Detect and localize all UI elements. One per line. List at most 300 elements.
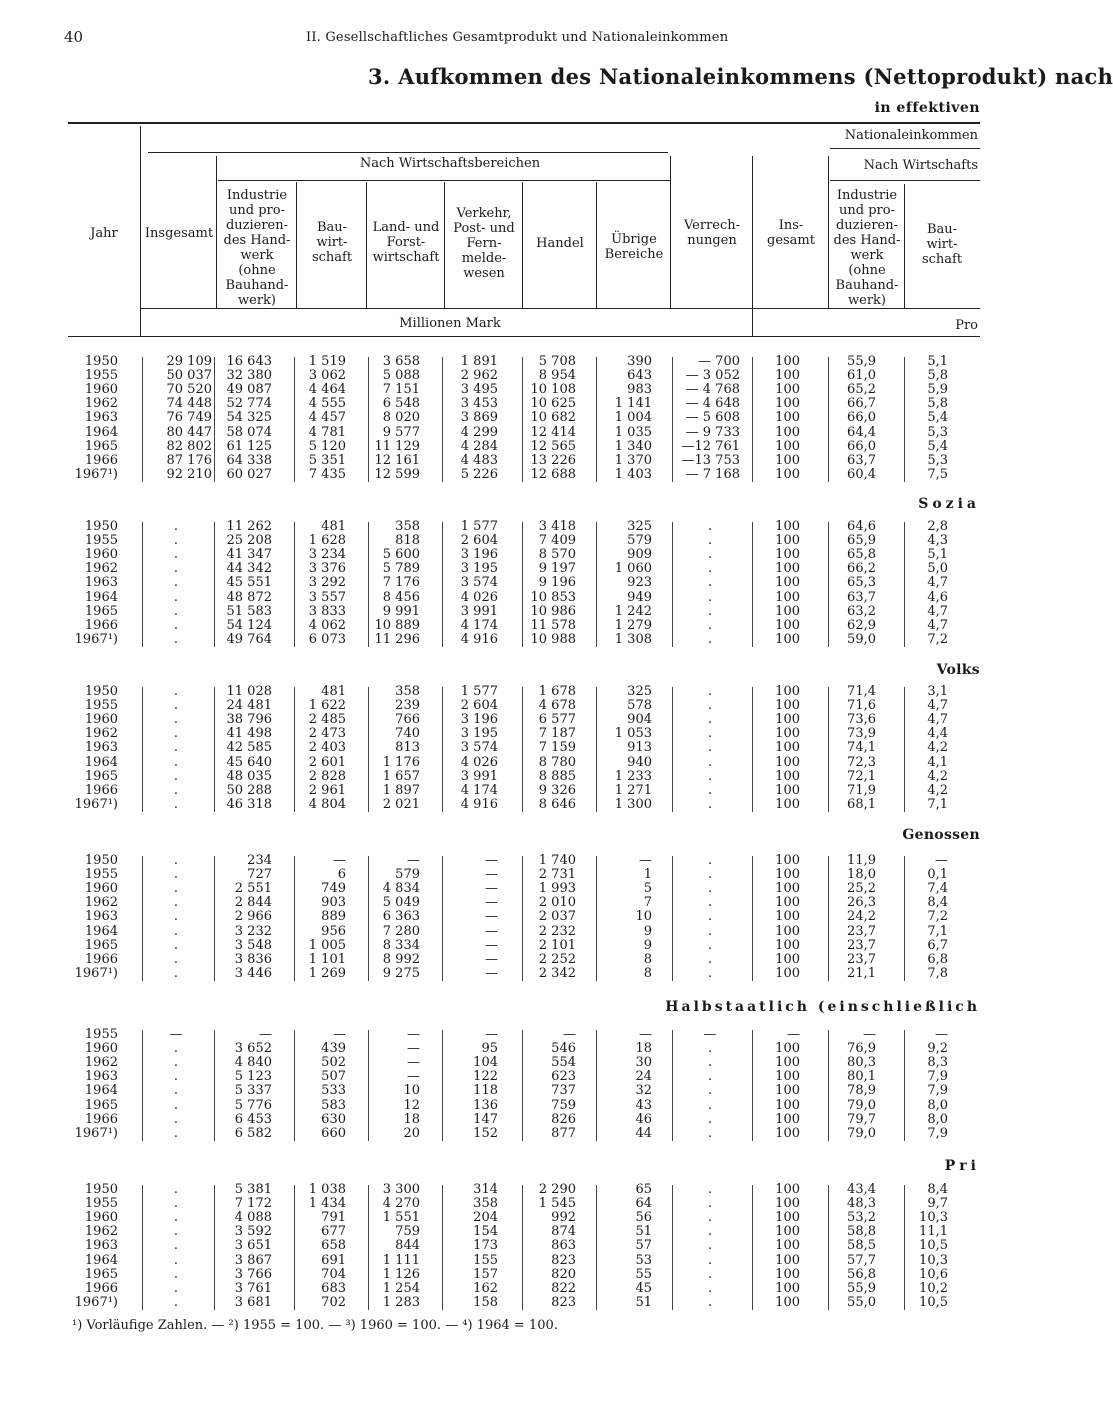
table-cell-industrie: 11 262 — [226, 519, 272, 534]
table-cell-verrechnungen: . — [707, 754, 713, 770]
table-cell-verkehr: 155 — [473, 1252, 498, 1268]
table-cell-bau-pct: 5,8 — [927, 396, 948, 412]
table-cell-land: 8 334 — [382, 937, 420, 953]
group-rule-inner — [218, 180, 670, 181]
table-cell-insgesamt: . — [173, 881, 179, 897]
table-cell-insgesamt: . — [173, 965, 179, 981]
table-cell-industrie-pct: 71,6 — [847, 698, 876, 714]
table-cell-land: 7 176 — [382, 575, 420, 591]
table-title: 3. Aufkommen des Nationaleinkommens (Nettoprodukt) nach — [368, 64, 1113, 89]
year-cell: 1964 — [84, 754, 118, 770]
table-cell-verkehr: 122 — [473, 1069, 498, 1085]
year-cell: 1965 — [84, 768, 118, 784]
table-cell-industrie-pct: 64,6 — [847, 519, 876, 534]
table-cell-land: 6 363 — [382, 909, 420, 925]
table-cell-handel: 10 986 — [530, 603, 576, 619]
year-cell: 1964 — [84, 589, 118, 605]
table-cell-insgesamt: . — [173, 796, 179, 812]
table-cell-bau: 6 073 — [308, 631, 346, 647]
year-cell: 1967¹) — [74, 631, 118, 647]
table-cell-land: 7 280 — [382, 923, 420, 939]
year-cell: 1955 — [84, 368, 118, 384]
table-cell-industrie-pct: 24,2 — [847, 909, 876, 925]
table-cell-ins-gesamt: 100 — [775, 740, 800, 756]
table-cell-verkehr: 3 195 — [460, 726, 498, 742]
year-cell: 1960 — [84, 881, 118, 897]
year-cell: 1960 — [84, 547, 118, 563]
table-cell-industrie-pct: 62,9 — [847, 617, 876, 633]
table-cell-verrechnungen: — — [703, 1027, 717, 1042]
section-label: Volks — [936, 662, 980, 678]
table-cell-uebrige: 923 — [627, 575, 652, 591]
table-cell-land: 9 275 — [382, 965, 420, 981]
table-cell-ins-gesamt: 100 — [775, 1083, 800, 1099]
table-cell-handel: 13 226 — [530, 452, 576, 468]
table-cell-industrie: 3 651 — [234, 1238, 272, 1254]
table-cell-land: 11 129 — [374, 438, 420, 454]
header-bau: Bau- wirt- schaft — [311, 220, 353, 265]
table-cell-industrie-pct: 65,9 — [847, 533, 876, 549]
table-cell-handel: 7 187 — [538, 726, 576, 742]
table-cell-bau-pct: 7,5 — [927, 466, 948, 482]
table-cell-industrie: 3 232 — [234, 923, 272, 939]
table-cell-uebrige: 1 370 — [614, 452, 652, 468]
table-cell-insgesamt: . — [173, 533, 179, 549]
table-cell-insgesamt: . — [173, 519, 179, 534]
table-cell-verkehr: 1 891 — [460, 354, 498, 369]
table-cell-uebrige: 1 — [643, 867, 652, 883]
table-cell-bau: — — [333, 853, 346, 868]
table-cell-industrie-pct: 79,0 — [847, 1125, 876, 1141]
table-cell-land: 759 — [395, 1224, 420, 1240]
table-cell-verrechnungen: . — [707, 561, 713, 577]
table-cell-industrie: 54 325 — [226, 410, 272, 426]
table-cell-ins-gesamt: 100 — [775, 603, 800, 619]
table-cell-insgesamt: 92 210 — [166, 466, 212, 482]
header-nach-wirtschaftsbereichen: Nach Wirtschaftsbereichen — [359, 156, 541, 171]
table-cell-land: 1 176 — [382, 754, 420, 770]
table-cell-industrie-pct: 72,3 — [847, 754, 876, 770]
table-cell-bau: 2 828 — [308, 768, 346, 784]
table-cell-handel: 10 625 — [530, 396, 576, 412]
table-cell-handel: 759 — [551, 1097, 576, 1113]
table-cell-handel: 554 — [551, 1055, 576, 1071]
table-cell-industrie: 41 498 — [226, 726, 272, 742]
table-cell-industrie-pct: — — [863, 1027, 876, 1042]
table-cell-ins-gesamt: 100 — [775, 1041, 800, 1057]
table-cell-insgesamt: . — [173, 547, 179, 563]
table-cell-industrie-pct: 58,5 — [847, 1238, 876, 1254]
table-cell-insgesamt: . — [173, 603, 179, 619]
table-cell-bau-pct: 10,3 — [919, 1252, 948, 1268]
table-cell-insgesamt: . — [173, 1111, 179, 1127]
table-cell-verrechnungen: . — [707, 575, 713, 591]
col-rule — [752, 156, 753, 336]
table-cell-ins-gesamt: 100 — [775, 1252, 800, 1268]
table-cell-bau-pct: 5,9 — [927, 382, 948, 398]
table-cell-handel: 623 — [551, 1069, 576, 1085]
table-cell-bau-pct: 8,0 — [927, 1097, 948, 1113]
table-cell-insgesamt: . — [173, 1097, 179, 1113]
table-cell-industrie-pct: 71,9 — [847, 782, 876, 798]
col-rule — [444, 182, 445, 308]
table-cell-verrechnungen: . — [707, 740, 713, 756]
table-cell-verkehr: 4 026 — [460, 754, 498, 770]
table-cell-bau-pct: 9,7 — [927, 1196, 948, 1212]
table-cell-industrie-pct: 80,3 — [847, 1055, 876, 1071]
table-cell-bau: 4 464 — [308, 382, 346, 398]
table-cell-land: 1 657 — [382, 768, 420, 784]
table-cell-verrechnungen: . — [707, 631, 713, 647]
table-cell-industrie: 3 548 — [234, 937, 272, 953]
table-cell-industrie: 45 551 — [226, 575, 272, 591]
section-label: Pri — [944, 1158, 980, 1174]
column-separator — [672, 856, 673, 981]
table-cell-bau: 6 — [337, 867, 346, 883]
table-cell-land: 9 991 — [382, 603, 420, 619]
table-cell-bau-pct: 5,3 — [927, 452, 948, 468]
table-cell-bau-pct: 4,2 — [927, 768, 948, 784]
table-cell-insgesamt: . — [173, 895, 179, 911]
table-cell-land: 239 — [395, 698, 420, 714]
table-cell-land: 1 126 — [382, 1266, 420, 1282]
table-cell-industrie-pct: 79,0 — [847, 1097, 876, 1113]
table-cell-verkehr: 1 577 — [460, 519, 498, 534]
unit-rule — [140, 308, 980, 309]
table-cell-land: — — [407, 1027, 420, 1042]
table-cell-insgesamt: 70 520 — [166, 382, 212, 398]
table-cell-verkehr: 3 195 — [460, 561, 498, 577]
table-cell-industrie: 3 652 — [234, 1041, 272, 1057]
table-cell-verkehr: 3 196 — [460, 712, 498, 728]
table-cell-industrie-pct: 66,0 — [847, 438, 876, 454]
table-cell-industrie: 2 966 — [234, 909, 272, 925]
table-cell-land: 813 — [395, 740, 420, 756]
table-cell-industrie: 38 796 — [226, 712, 272, 728]
table-cell-insgesamt: . — [173, 1294, 179, 1310]
table-cell-industrie-pct: 23,7 — [847, 923, 876, 939]
table-cell-ins-gesamt: 100 — [775, 768, 800, 784]
table-cell-ins-gesamt: 100 — [775, 698, 800, 714]
table-cell-handel: 8 954 — [538, 368, 576, 384]
table-cell-bau-pct: 7,9 — [927, 1069, 948, 1085]
table-cell-insgesamt: . — [173, 1252, 179, 1268]
header-jahr: Jahr — [90, 226, 118, 241]
table-cell-ins-gesamt: 100 — [775, 396, 800, 412]
footnote: ¹) Vorläufige Zahlen. — ²) 1955 = 100. — ³) 1960 = 100. — ⁴) 1964 = 100. — [72, 1318, 558, 1333]
table-cell-bau-pct: 8,4 — [927, 1182, 948, 1197]
header-industrie: Industrie und pro- duzieren- des Hand- werk (ohne Bauhand- werk) — [223, 188, 291, 308]
table-cell-insgesamt: . — [173, 1224, 179, 1240]
table-cell-insgesamt: . — [173, 589, 179, 605]
table-cell-land: 6 548 — [382, 396, 420, 412]
table-cell-industrie-pct: 58,8 — [847, 1224, 876, 1240]
table-cell-insgesamt: . — [173, 1280, 179, 1296]
table-cell-uebrige: 44 — [635, 1125, 652, 1141]
table-cell-industrie-pct: 53,2 — [847, 1210, 876, 1226]
table-cell-handel: 8 780 — [538, 754, 576, 770]
year-cell: 1966 — [84, 951, 118, 967]
table-cell-ins-gesamt: 100 — [775, 368, 800, 384]
table-cell-industrie: 3 867 — [234, 1252, 272, 1268]
table-cell-land: 10 — [403, 1083, 420, 1099]
table-cell-insgesamt: . — [173, 1266, 179, 1282]
year-cell: 1965 — [84, 937, 118, 953]
table-cell-insgesamt: . — [173, 684, 179, 699]
table-cell-insgesamt: . — [173, 575, 179, 591]
table-cell-handel: 2 290 — [538, 1182, 576, 1197]
table-cell-industrie-pct: 66,0 — [847, 410, 876, 426]
table-cell-bau-pct: 5,0 — [927, 561, 948, 577]
table-cell-handel: 2 342 — [538, 965, 576, 981]
table-cell-bau-pct: 4,6 — [927, 589, 948, 605]
table-cell-uebrige: 51 — [635, 1224, 652, 1240]
table-cell-industrie-pct: 56,8 — [847, 1266, 876, 1282]
table-cell-land: 1 897 — [382, 782, 420, 798]
table-cell-verkehr: 158 — [473, 1294, 498, 1310]
table-cell-land: 818 — [395, 533, 420, 549]
table-cell-handel: 2 731 — [538, 867, 576, 883]
table-cell-insgesamt: . — [173, 1125, 179, 1141]
table-cell-uebrige: 64 — [635, 1196, 652, 1212]
table-cell-land: 12 — [403, 1097, 420, 1113]
table-cell-bau-pct: 10,6 — [919, 1266, 948, 1282]
table-cell-uebrige: 1 035 — [614, 424, 652, 440]
year-cell: 1966 — [84, 1111, 118, 1127]
table-cell-insgesamt: . — [173, 726, 179, 742]
table-cell-handel: 7 409 — [538, 533, 576, 549]
table-cell-bau: 3 557 — [308, 589, 346, 605]
table-cell-bau-pct: 5,1 — [927, 354, 948, 369]
table-cell-insgesamt: . — [173, 923, 179, 939]
table-cell-insgesamt: 50 037 — [166, 368, 212, 384]
table-cell-handel: 2 101 — [538, 937, 576, 953]
table-cell-uebrige: 940 — [627, 754, 652, 770]
table-cell-industrie-pct: 73,6 — [847, 712, 876, 728]
table-cell-uebrige: — — [639, 853, 652, 868]
table-cell-bau-pct: 7,8 — [927, 965, 948, 981]
header-verkehr: Verkehr, Post- und Fern- melde- wesen — [453, 206, 515, 281]
table-cell-bau: 2 403 — [308, 740, 346, 756]
table-cell-ins-gesamt: 100 — [775, 867, 800, 883]
table-cell-insgesamt: . — [173, 909, 179, 925]
table-cell-bau-pct: 7,2 — [927, 909, 948, 925]
table-cell-industrie: 46 318 — [226, 796, 272, 812]
table-cell-industrie-pct: 23,7 — [847, 951, 876, 967]
table-cell-bau: 3 292 — [308, 575, 346, 591]
table-cell-bau: 630 — [321, 1111, 346, 1127]
table-cell-insgesamt: . — [173, 1182, 179, 1197]
table-cell-land: 20 — [403, 1125, 420, 1141]
table-cell-ins-gesamt: 100 — [775, 1125, 800, 1141]
header-land: Land- und Forst- wirtschaft — [372, 220, 440, 265]
table-cell-bau: 502 — [321, 1055, 346, 1071]
table-cell-insgesamt: 82 802 — [166, 438, 212, 454]
table-cell-bau: 1 101 — [308, 951, 346, 967]
table-cell-ins-gesamt: 100 — [775, 589, 800, 605]
table-cell-handel: 874 — [551, 1224, 576, 1240]
table-cell-verkehr: 4 174 — [460, 782, 498, 798]
year-cell: 1962 — [84, 561, 118, 577]
table-cell-insgesamt: 80 447 — [166, 424, 212, 440]
table-cell-insgesamt: — — [169, 1027, 183, 1042]
table-cell-industrie: 45 640 — [226, 754, 272, 770]
table-cell-bau: 5 120 — [308, 438, 346, 454]
group-rule-left — [148, 152, 668, 153]
table-cell-bau-pct: 5,4 — [927, 410, 948, 426]
table-cell-uebrige: 1 279 — [614, 617, 652, 633]
table-cell-industrie: 3 592 — [234, 1224, 272, 1240]
table-cell-handel: 11 578 — [530, 617, 576, 633]
table-cell-bau: 658 — [321, 1238, 346, 1254]
table-cell-industrie-pct: 66,7 — [847, 396, 876, 412]
table-cell-verkehr: 4 916 — [460, 631, 498, 647]
table-cell-industrie-pct: 55,0 — [847, 1294, 876, 1310]
table-cell-verrechnungen: . — [707, 1083, 713, 1099]
header-pro: Pro — [955, 318, 978, 333]
table-cell-verrechnungen: . — [707, 1210, 713, 1226]
table-cell-bau-pct: — — [935, 1027, 948, 1042]
table-cell-industrie: 5 381 — [234, 1182, 272, 1197]
table-cell-bau: 583 — [321, 1097, 346, 1113]
table-cell-industrie-pct: 63,7 — [847, 589, 876, 605]
year-cell: 1962 — [84, 726, 118, 742]
table-cell-verrechnungen: . — [707, 1294, 713, 1310]
table-cell-ins-gesamt: 100 — [775, 1097, 800, 1113]
table-cell-land: 3 658 — [382, 354, 420, 369]
table-cell-bau-pct: 5,1 — [927, 547, 948, 563]
table-cell-land: 5 088 — [382, 368, 420, 384]
table-cell-land: 12 599 — [374, 466, 420, 482]
col-rule — [296, 182, 297, 308]
table-cell-verrechnungen: — 7 168 — [685, 466, 740, 482]
table-cell-industrie: 6 453 — [234, 1111, 272, 1127]
table-cell-verrechnungen: . — [707, 1125, 713, 1141]
table-cell-ins-gesamt: 100 — [775, 466, 800, 482]
column-separator — [672, 1030, 673, 1141]
table-cell-handel: 863 — [551, 1238, 576, 1254]
table-cell-verrechnungen: . — [707, 712, 713, 728]
table-cell-ins-gesamt: 100 — [775, 1294, 800, 1310]
table-cell-ins-gesamt: 100 — [775, 853, 800, 868]
table-cell-land: 18 — [403, 1111, 420, 1127]
table-cell-bau-pct: 10,5 — [919, 1294, 948, 1310]
table-cell-bau-pct: 4,7 — [927, 698, 948, 714]
table-cell-insgesamt: . — [173, 867, 179, 883]
table-cell-ins-gesamt: 100 — [775, 410, 800, 426]
table-cell-verrechnungen: —12 761 — [681, 438, 740, 454]
table-cell-insgesamt: . — [173, 853, 179, 868]
table-cell-industrie: 49 087 — [226, 382, 272, 398]
table-cell-industrie: 5 337 — [234, 1083, 272, 1099]
table-cell-insgesamt: . — [173, 712, 179, 728]
table-cell-industrie-pct: 65,2 — [847, 382, 876, 398]
table-cell-handel: 823 — [551, 1294, 576, 1310]
year-cell: 1966 — [84, 1280, 118, 1296]
table-cell-land: 10 889 — [374, 617, 420, 633]
table-cell-verkehr: 104 — [473, 1055, 498, 1071]
table-cell-uebrige: 56 — [635, 1210, 652, 1226]
table-cell-verrechnungen: . — [707, 881, 713, 897]
table-cell-handel: 1 678 — [538, 684, 576, 699]
table-cell-bau: 533 — [321, 1083, 346, 1099]
table-cell-verrechnungen: . — [707, 684, 713, 699]
table-cell-verkehr: — — [485, 1027, 498, 1042]
table-cell-land: 11 296 — [374, 631, 420, 647]
table-cell-industrie: 32 380 — [226, 368, 272, 384]
column-separator — [672, 1185, 673, 1310]
table-cell-ins-gesamt: 100 — [775, 382, 800, 398]
year-cell: 1964 — [84, 1252, 118, 1268]
table-cell-uebrige: 8 — [643, 951, 652, 967]
table-cell-handel: 12 414 — [530, 424, 576, 440]
table-cell-land: 5 789 — [382, 561, 420, 577]
table-cell-verkehr: 4 026 — [460, 589, 498, 605]
table-cell-bau: 1 269 — [308, 965, 346, 981]
table-cell-industrie-pct: 78,9 — [847, 1083, 876, 1099]
column-separator — [142, 1030, 143, 1141]
table-cell-ins-gesamt: 100 — [775, 726, 800, 742]
table-cell-verkehr: 2 604 — [460, 533, 498, 549]
table-cell-ins-gesamt: 100 — [775, 937, 800, 953]
table-cell-industrie-pct: 65,8 — [847, 547, 876, 563]
table-cell-bau-pct: 8,0 — [927, 1111, 948, 1127]
table-cell-insgesamt: . — [173, 754, 179, 770]
table-cell-verrechnungen: — 3 052 — [685, 368, 740, 384]
table-cell-industrie-pct: 74,1 — [847, 740, 876, 756]
table-cell-verkehr: — — [485, 937, 498, 953]
table-cell-verrechnungen: . — [707, 951, 713, 967]
table-cell-bau: 677 — [321, 1224, 346, 1240]
table-cell-handel: 992 — [551, 1210, 576, 1226]
table-cell-uebrige: 30 — [635, 1055, 652, 1071]
table-cell-industrie: 64 338 — [226, 452, 272, 468]
table-cell-bau-pct: 5,3 — [927, 424, 948, 440]
table-cell-ins-gesamt: 100 — [775, 452, 800, 468]
table-cell-land: — — [407, 1055, 420, 1071]
table-cell-land: — — [407, 1069, 420, 1085]
table-cell-uebrige: 390 — [627, 354, 652, 369]
table-cell-industrie-pct: 71,4 — [847, 684, 876, 699]
year-cell: 1964 — [84, 923, 118, 939]
table-cell-bau: 791 — [321, 1210, 346, 1226]
table-cell-bau-pct: 10,5 — [919, 1238, 948, 1254]
table-cell-bau: 889 — [321, 909, 346, 925]
col-rule — [596, 182, 597, 308]
table-cell-land: 4 270 — [382, 1196, 420, 1212]
table-cell-verrechnungen: . — [707, 617, 713, 633]
table-cell-handel: 546 — [551, 1041, 576, 1057]
table-cell-industrie-pct: 55,9 — [847, 1280, 876, 1296]
table-cell-ins-gesamt: 100 — [775, 631, 800, 647]
table-cell-handel: 10 108 — [530, 382, 576, 398]
table-cell-uebrige: 1 403 — [614, 466, 652, 482]
table-cell-ins-gesamt: 100 — [775, 1055, 800, 1071]
table-cell-bau: 3 833 — [308, 603, 346, 619]
table-cell-verrechnungen: . — [707, 1097, 713, 1113]
table-cell-verrechnungen: . — [707, 1069, 713, 1085]
column-separator — [142, 1185, 143, 1310]
table-cell-industrie: 2 844 — [234, 895, 272, 911]
table-cell-verrechnungen: . — [707, 1182, 713, 1197]
table-cell-industrie: 25 208 — [226, 533, 272, 549]
table-cell-land: 7 151 — [382, 382, 420, 398]
table-cell-land: 358 — [395, 684, 420, 699]
table-cell-industrie: 50 288 — [226, 782, 272, 798]
table-cell-industrie-pct: 72,1 — [847, 768, 876, 784]
header-industrie-pct: Industrie und pro- duzieren- des Hand- werk (ohne Bauhand- werk) — [833, 188, 901, 308]
table-cell-handel: 12 688 — [530, 466, 576, 482]
